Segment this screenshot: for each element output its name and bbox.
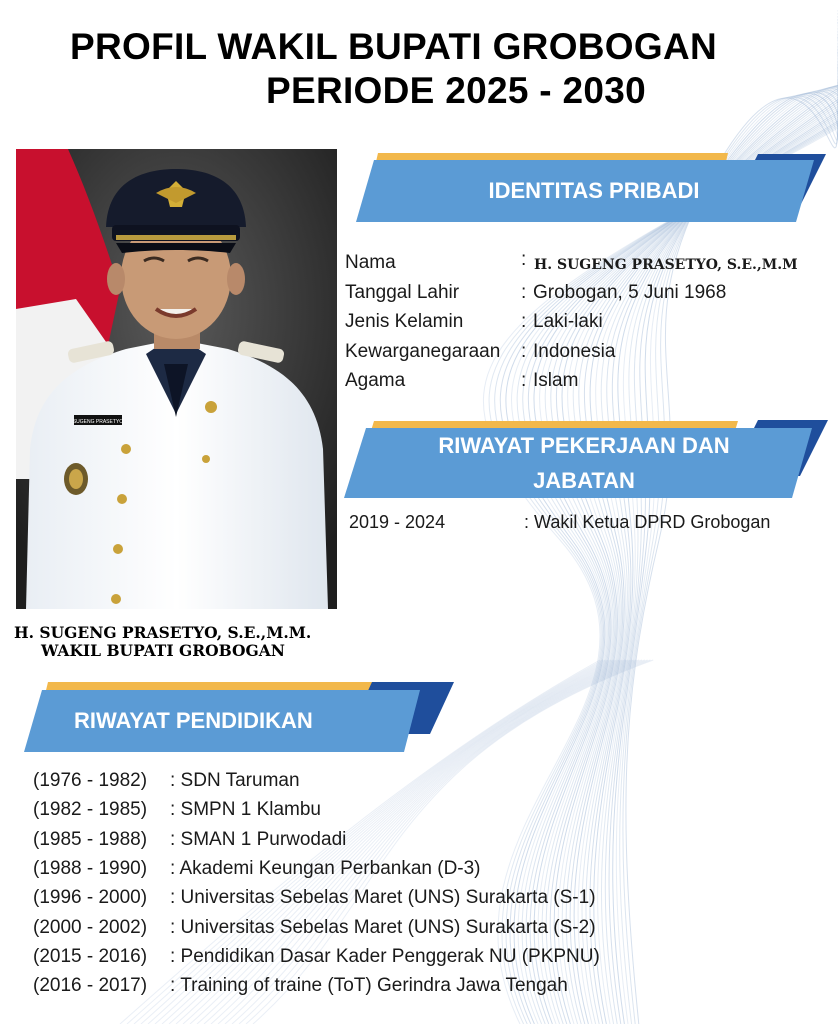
pekerjaan-heading-line2: JABATAN: [533, 468, 635, 493]
pendidikan-value: : Akademi Keungan Perbankan (D-3): [170, 857, 481, 879]
photo-caption-name: H. SUGENG PRASETYO, S.E.,M.M.: [14, 623, 312, 642]
identitas-label: Tanggal Lahir: [345, 281, 460, 303]
pendidikan-value: : SMAN 1 Purwodadi: [170, 828, 347, 850]
pendidikan-period: (2000 - 2002): [33, 916, 148, 938]
pendidikan-value: : Universitas Sebelas Maret (UNS) Surakarta (S-1): [170, 887, 596, 909]
identitas-separator: :: [521, 340, 527, 362]
identitas-separator: :: [521, 311, 527, 332]
pekerjaan-period: 2019 - 2024: [349, 512, 446, 532]
identitas-value: Laki-laki: [533, 311, 603, 332]
pendidikan-period: (1996 - 2000): [33, 887, 148, 909]
identitas-separator: :: [521, 281, 527, 303]
pendidikan-banner: [20, 680, 458, 756]
identitas-value: Grobogan, 5 Juni 1968: [533, 281, 727, 303]
pendidikan-value: : Training of traine (ToT) Gerindra Jawa Tengah: [170, 975, 568, 997]
uniform-name-badge: SUGENG PRASETYO: [72, 419, 124, 425]
pendidikan-value: : SDN Taruman: [170, 770, 300, 791]
pekerjaan-heading-line1: RIWAYAT PEKERJAAN DAN: [438, 433, 730, 458]
pekerjaan-heading: [338, 420, 830, 502]
pendidikan-value: : Pendidikan Dasar Kader Penggerak NU (PKPNU): [170, 945, 600, 967]
identitas-value: H. SUGENG PRASETYO, S.E.,M.M: [534, 257, 798, 273]
wave-line: [613, 94, 838, 1024]
pendidikan-period: (1988 - 1990): [33, 857, 148, 879]
pendidikan-period: (1982 - 1985): [33, 799, 148, 821]
portrait-photo: [16, 149, 337, 609]
pendidikan-heading: RIWAYAT PENDIDIKAN: [74, 708, 313, 733]
pekerjaan-value: : Wakil Ketua DPRD Grobogan: [524, 512, 771, 532]
pendidikan-value: : Universitas Sebelas Maret (UNS) Surakarta (S-2): [170, 916, 596, 938]
identitas-label: Kewarganegaraan: [345, 340, 501, 362]
identitas-separator: :: [521, 370, 527, 391]
identitas-label: Nama: [345, 252, 396, 273]
wave-line: [609, 92, 838, 1024]
identitas-separator: :: [521, 249, 527, 270]
identitas-label: Jenis Kelamin: [345, 311, 464, 332]
identitas-label: Agama: [345, 370, 406, 391]
pekerjaan-banner: [338, 420, 830, 502]
identitas-value: Islam: [533, 370, 579, 391]
pendidikan-period: (2015 - 2016): [33, 945, 148, 967]
pendidikan-period: (1976 - 1982): [33, 770, 148, 791]
identitas-value: Indonesia: [533, 340, 616, 362]
pendidikan-period: (1985 - 1988): [33, 828, 148, 850]
identitas-heading: IDENTITAS PRIBADI: [488, 178, 700, 203]
page-title-line2: PERIODE 2025 - 2030: [266, 70, 647, 111]
pendidikan-period: (2016 - 2017): [33, 975, 148, 997]
page-title-line1: PROFIL WAKIL BUPATI GROBOGAN: [70, 26, 717, 67]
wave-line: [605, 91, 838, 1024]
pendidikan-value: : SMPN 1 Klambu: [170, 799, 321, 821]
photo-caption-role: WAKIL BUPATI GROBOGAN: [41, 641, 285, 660]
identitas-banner: [348, 150, 830, 228]
wave-line: [601, 88, 838, 1024]
